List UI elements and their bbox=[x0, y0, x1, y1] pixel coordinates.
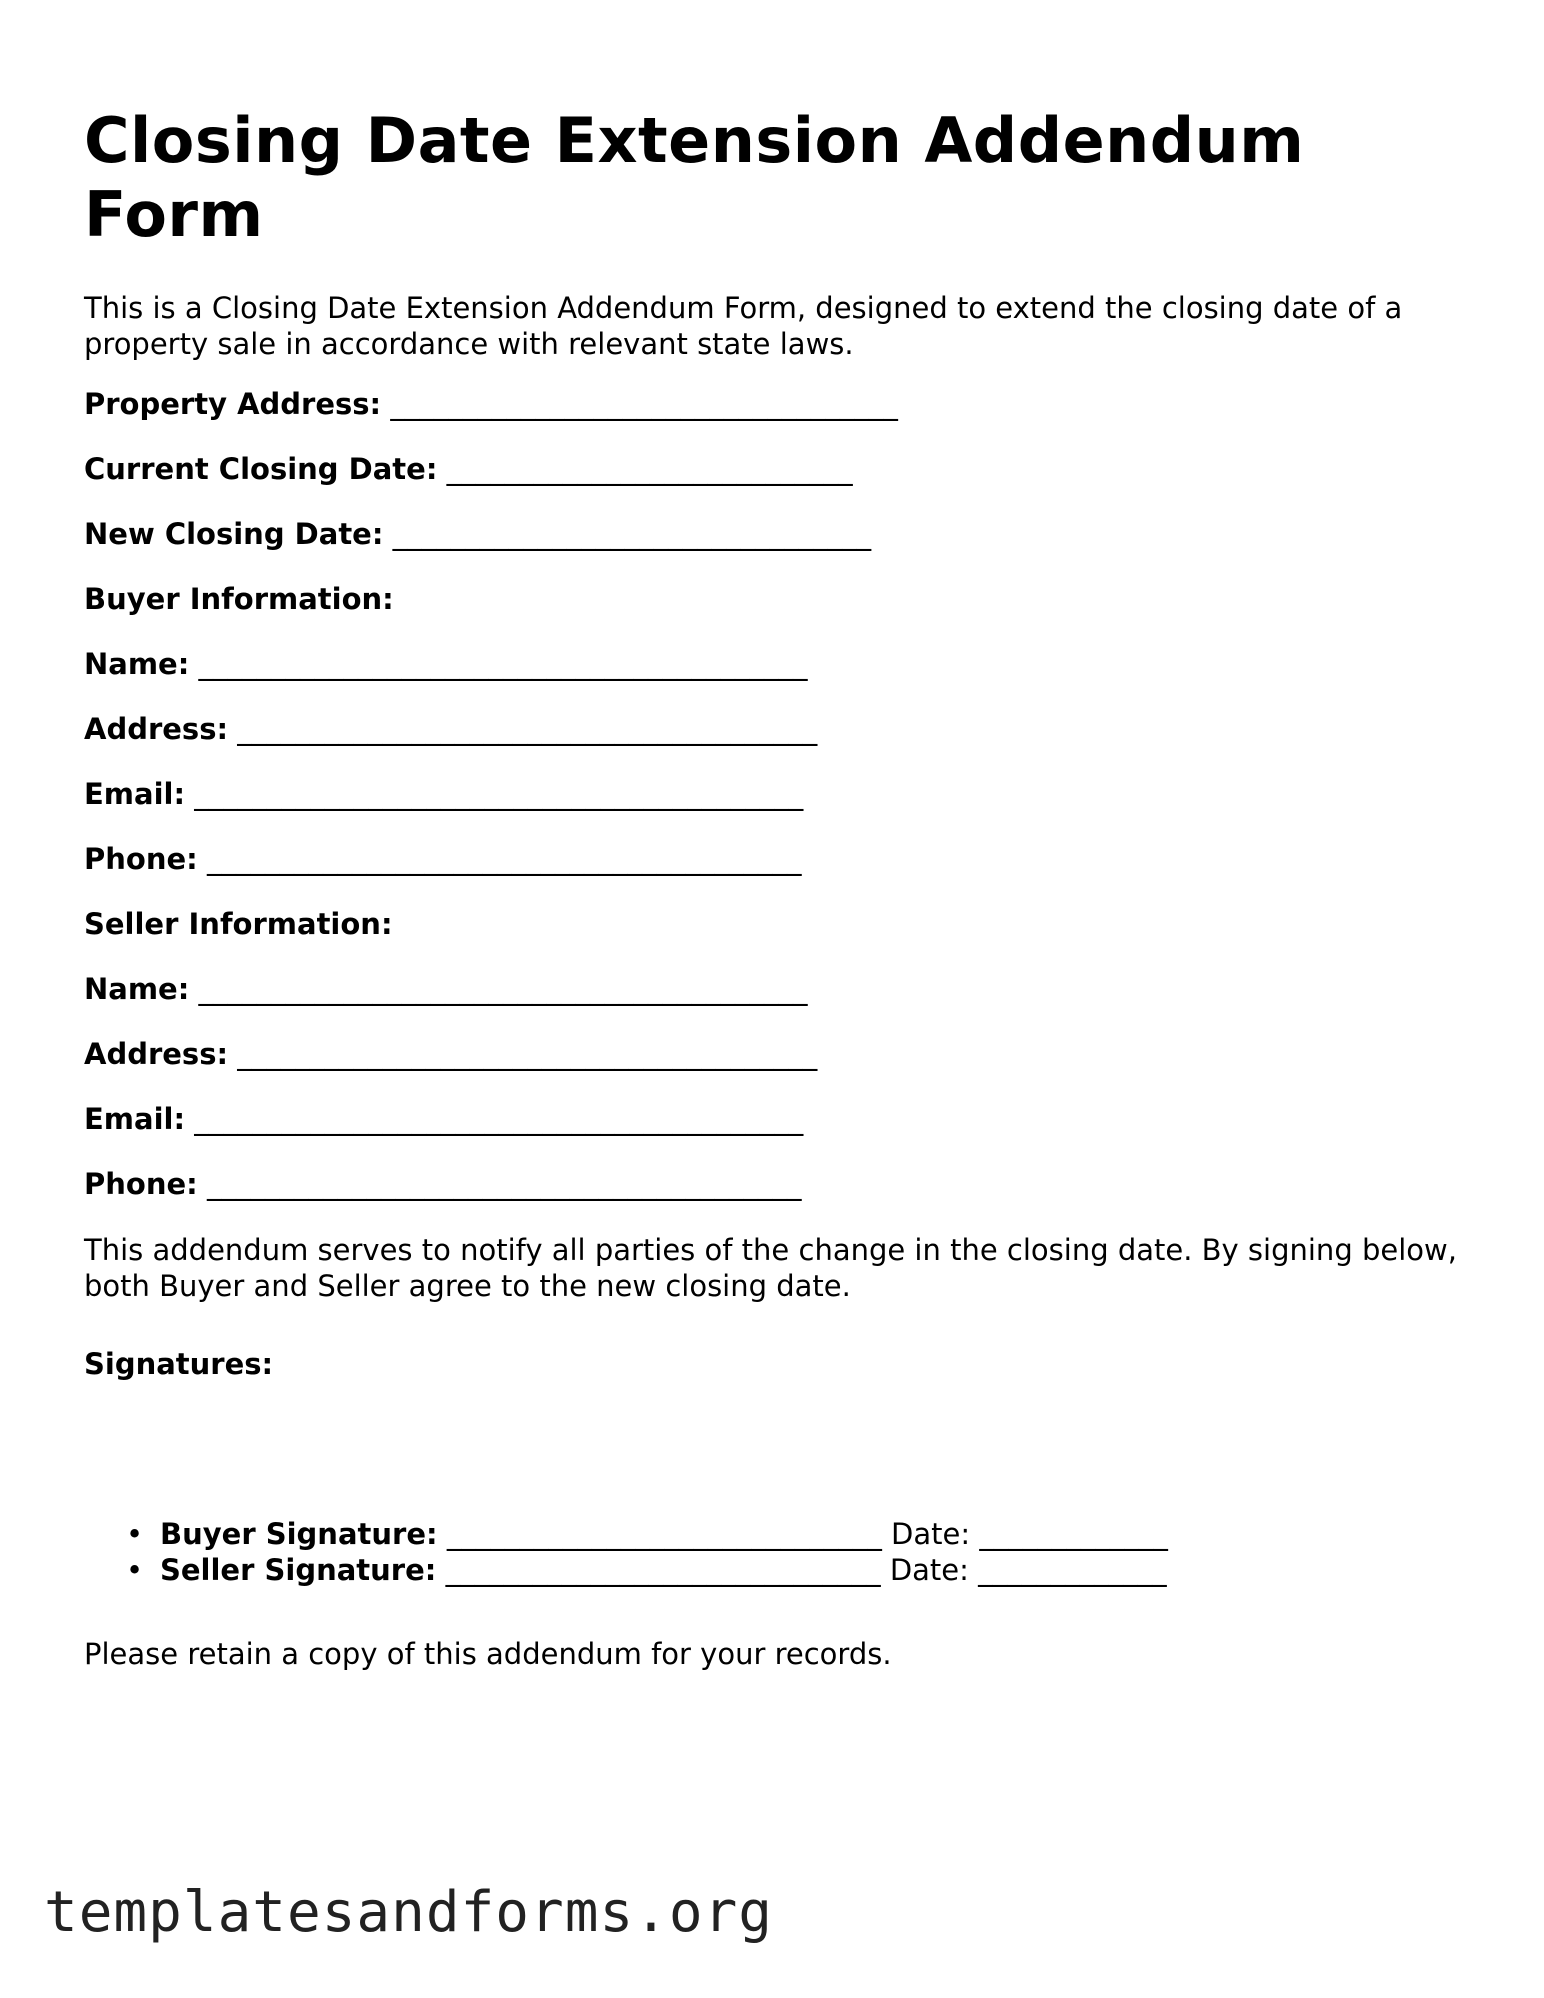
form-title: Closing Date Extension Addendum Form bbox=[84, 104, 1305, 251]
bullet-icon: • bbox=[126, 1553, 144, 1587]
buyer-address-field[interactable] bbox=[84, 711, 817, 747]
bullet-icon: • bbox=[126, 1517, 144, 1551]
seller-signature-label: Seller Signature: bbox=[160, 1553, 437, 1587]
buyer-phone-blank[interactable]: _________________________________________ bbox=[206, 842, 802, 876]
signatures-heading: Signatures: bbox=[84, 1347, 274, 1381]
new-closing-date-field[interactable] bbox=[84, 516, 871, 552]
seller-date-label: Date: bbox=[889, 1553, 969, 1587]
form-page bbox=[84, 104, 1464, 1671]
buyer-address-label: Address: bbox=[84, 712, 229, 746]
property-address-field[interactable] bbox=[84, 386, 898, 422]
seller-email-field[interactable] bbox=[84, 1101, 803, 1137]
current-closing-date-field[interactable] bbox=[84, 451, 853, 487]
buyer-phone-label: Phone: bbox=[84, 842, 198, 876]
seller-date-blank[interactable]: _____________ bbox=[978, 1553, 1167, 1587]
new-closing-date-blank[interactable]: _________________________________ bbox=[392, 517, 872, 551]
buyer-phone-field[interactable] bbox=[84, 841, 801, 877]
property-address-blank[interactable]: ___________________________________ bbox=[390, 387, 898, 421]
current-closing-date-blank[interactable]: ____________________________ bbox=[446, 452, 853, 486]
seller-email-blank[interactable]: __________________________________________ bbox=[194, 1102, 804, 1136]
new-closing-date-label: New Closing Date: bbox=[84, 517, 384, 551]
seller-address-blank[interactable]: ________________________________________ bbox=[237, 1037, 818, 1071]
current-closing-date-label: Current Closing Date: bbox=[84, 452, 438, 486]
buyer-name-field[interactable] bbox=[84, 646, 808, 682]
intro-paragraph: This is a Closing Date Extension Addendum Form, designed to extend the closing date of a property sale in accordance with relevant state laws. bbox=[84, 291, 1403, 361]
buyer-signature-item[interactable] bbox=[126, 1516, 1168, 1552]
buyer-signature-blank[interactable]: ______________________________ bbox=[446, 1517, 882, 1551]
buyer-address-blank[interactable]: ________________________________________ bbox=[237, 712, 818, 746]
signature-list bbox=[84, 1516, 1168, 1588]
seller-phone-label: Phone: bbox=[84, 1167, 198, 1201]
seller-address-field[interactable] bbox=[84, 1036, 817, 1072]
property-address-label: Property Address: bbox=[84, 387, 382, 421]
seller-signature-item[interactable] bbox=[126, 1552, 1168, 1588]
seller-information-heading: Seller Information: bbox=[84, 907, 393, 941]
buyer-name-label: Name: bbox=[84, 647, 190, 681]
seller-name-blank[interactable]: __________________________________________ bbox=[198, 972, 808, 1006]
seller-phone-blank[interactable]: _________________________________________ bbox=[206, 1167, 802, 1201]
watermark-text: templatesandforms.org bbox=[44, 1880, 774, 1945]
buyer-email-field[interactable] bbox=[84, 776, 803, 812]
buyer-email-label: Email: bbox=[84, 777, 186, 811]
seller-name-field[interactable] bbox=[84, 971, 808, 1007]
seller-email-label: Email: bbox=[84, 1102, 186, 1136]
seller-phone-field[interactable] bbox=[84, 1166, 801, 1202]
buyer-email-blank[interactable]: __________________________________________ bbox=[194, 777, 804, 811]
buyer-date-label: Date: bbox=[891, 1517, 971, 1551]
buyer-information-heading: Buyer Information: bbox=[84, 582, 394, 616]
notice-paragraph: This addendum serves to notify all parties of the change in the closing date. By signing below, both Buyer and Seller agree to the new closing date. bbox=[84, 1233, 1457, 1303]
buyer-name-blank[interactable]: __________________________________________ bbox=[198, 647, 808, 681]
buyer-signature-label: Buyer Signature: bbox=[160, 1517, 438, 1551]
seller-name-label: Name: bbox=[84, 972, 190, 1006]
buyer-date-blank[interactable]: _____________ bbox=[979, 1517, 1168, 1551]
closing-note: Please retain a copy of this addendum for your records. bbox=[84, 1637, 892, 1671]
seller-signature-blank[interactable]: ______________________________ bbox=[445, 1553, 881, 1587]
seller-address-label: Address: bbox=[84, 1037, 229, 1071]
